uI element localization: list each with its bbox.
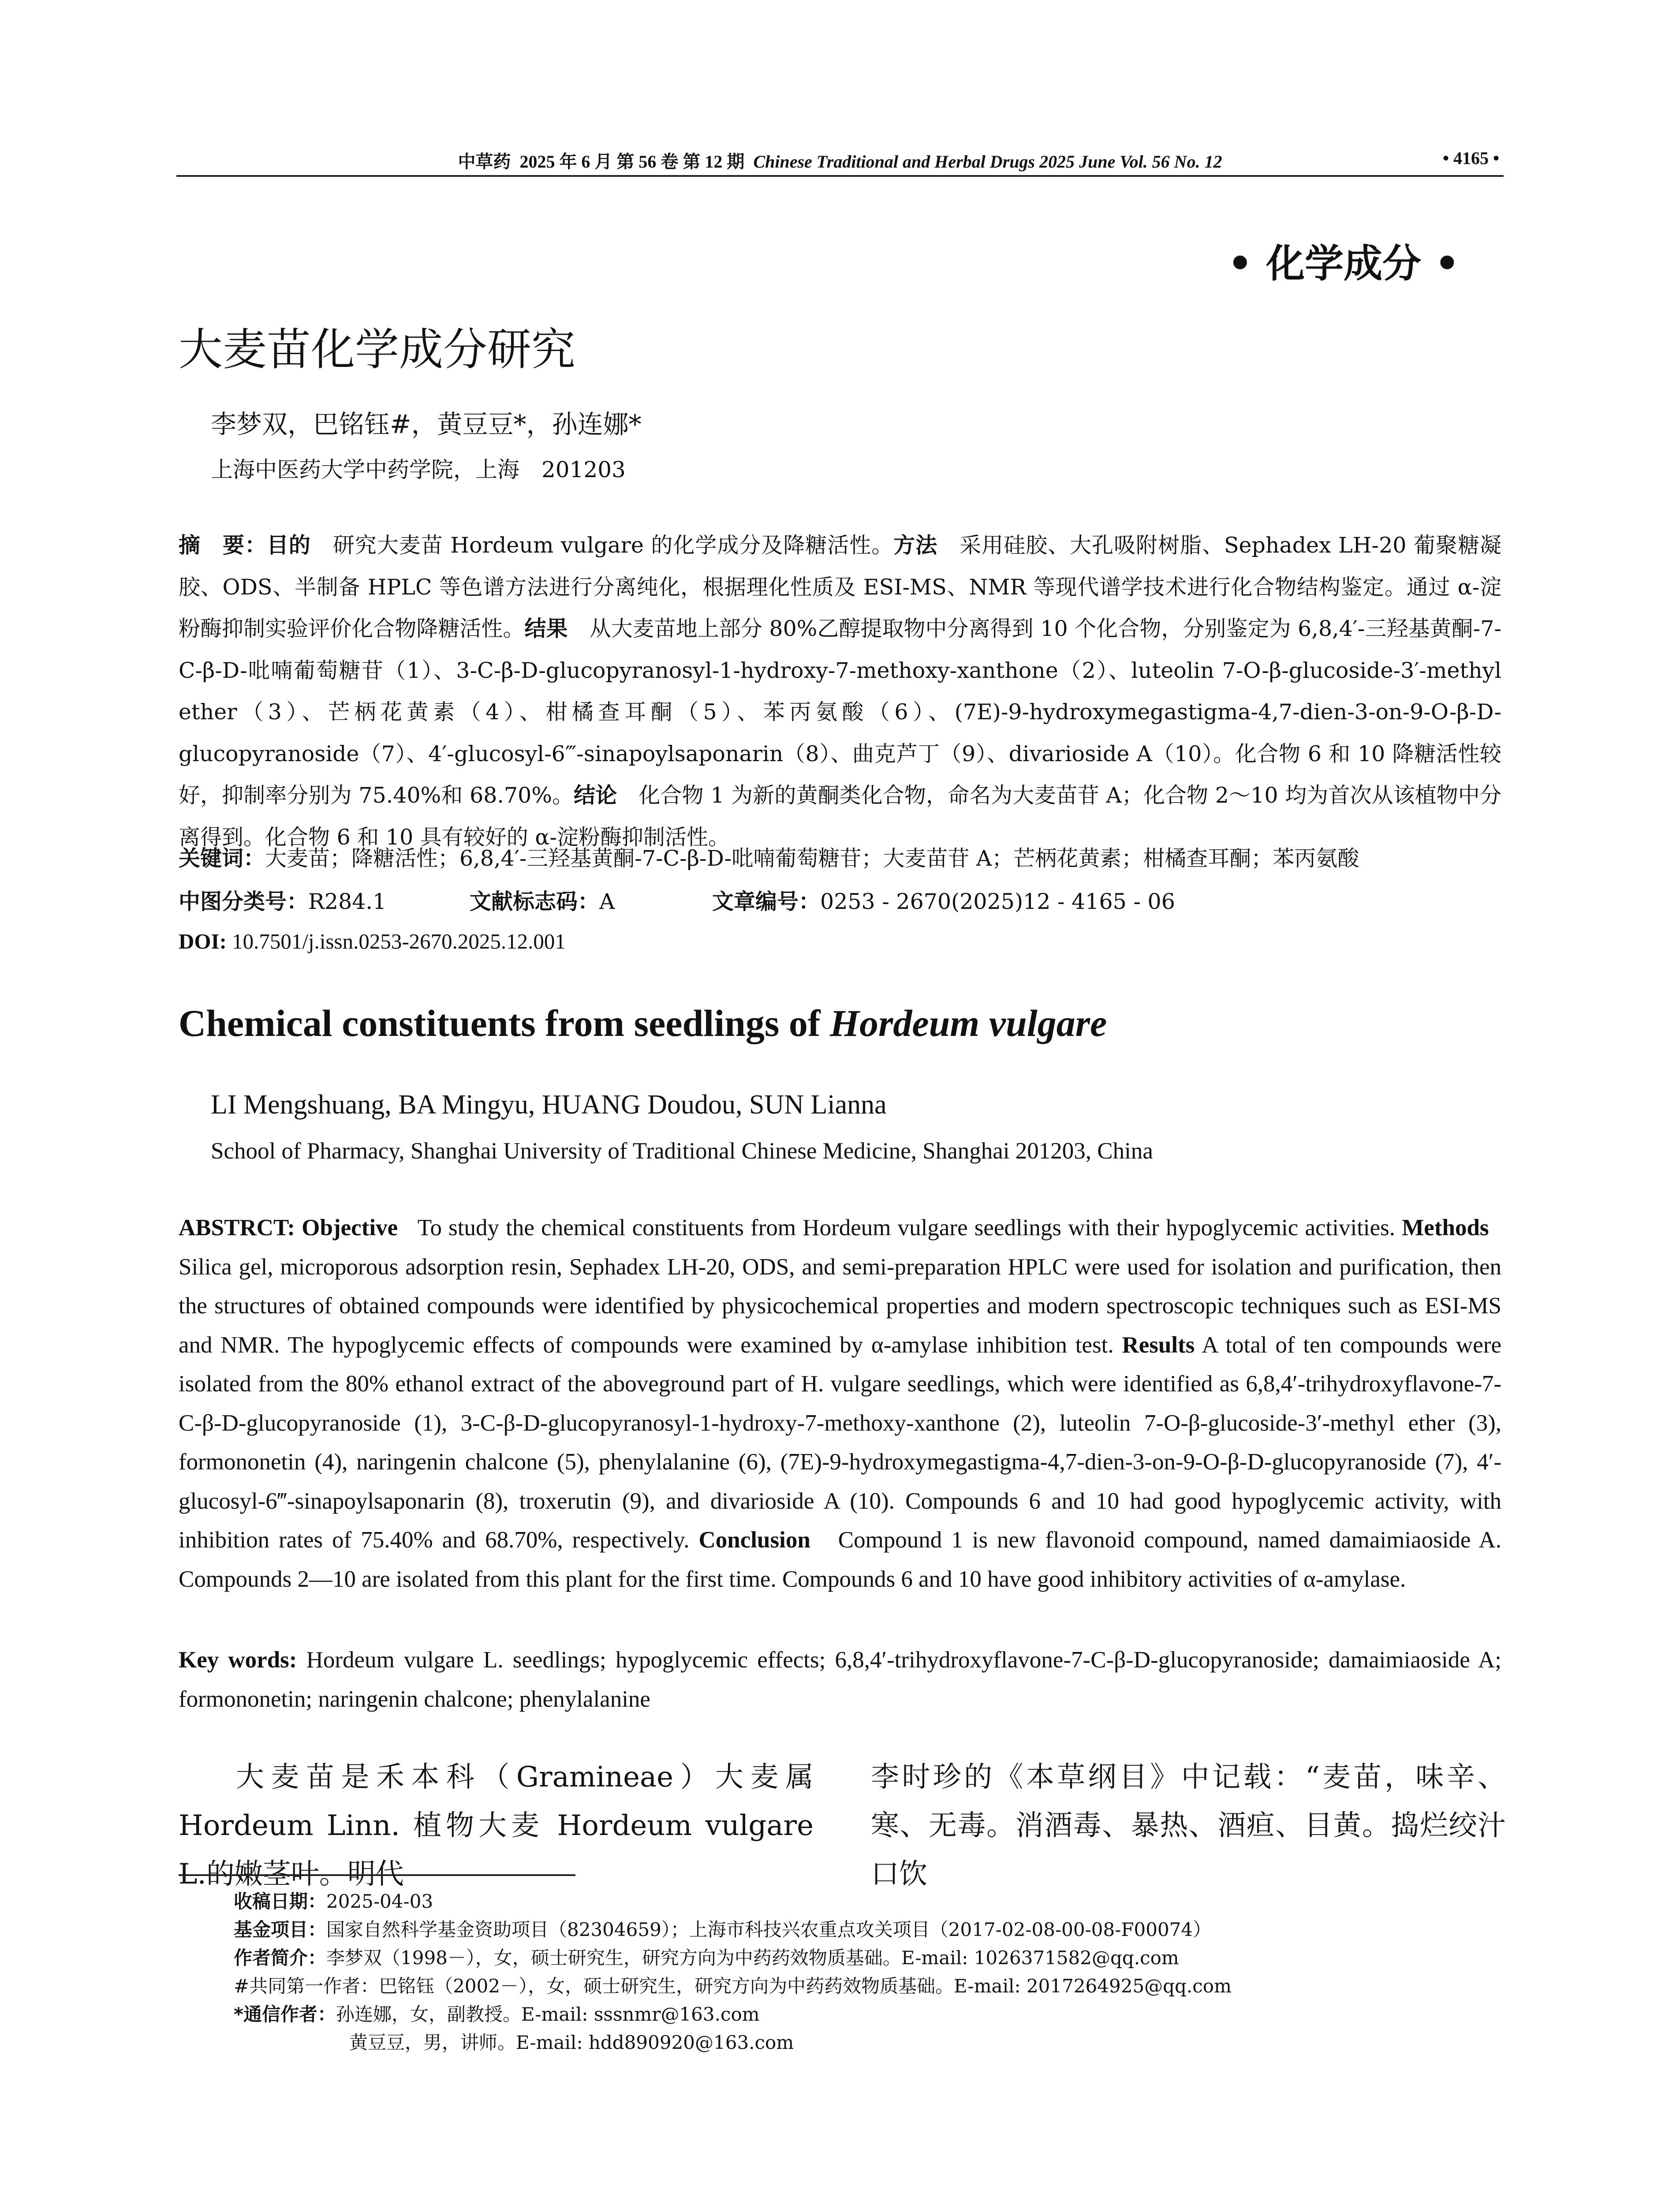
- results-label: 结果: [524, 616, 568, 641]
- results-en-label: Results: [1122, 1332, 1195, 1358]
- objective-en-label: Objective: [302, 1215, 398, 1241]
- classification-line: [179, 881, 1501, 923]
- article-title-en: [179, 1001, 1107, 1045]
- conclusion-en-text: Compound 1 is new flavonoid compound, named damaimiaoside A. Compounds 2—10 are isolated from this plant for the first time. Compounds 6 and 10 have good inhibitory activities of α-amylase.: [179, 1527, 1502, 1592]
- affiliation-cn: 上海中医药大学中药学院，上海 201203: [211, 457, 626, 482]
- fund-label: 基金项目：: [234, 1919, 327, 1940]
- keywords-en-label: Key words:: [179, 1647, 297, 1673]
- running-header: [176, 148, 1504, 177]
- methods-en-text: Silica gel, microporous adsorption resin, Sephadex LH-20, ODS, and semi-preparation HPLC were used for isolation and purification, then the structures of obtained compounds were identified by physicochemical properties and modern spectroscopic techniques such as ESI-MS and NMR. The hypoglycemic effects of compounds were examined by α-amylase inhibition test.: [179, 1254, 1501, 1358]
- methods-en-label: Methods: [1402, 1215, 1489, 1241]
- article-title-cn: 大麦苗化学成分研究: [179, 324, 575, 375]
- page-number: • 4165 •: [1443, 148, 1499, 168]
- title-en-main: Chemical constituents from seedlings of: [179, 1002, 830, 1044]
- clc-value: R284.1: [308, 889, 387, 914]
- received-label: 收稿日期：: [234, 1891, 327, 1912]
- body-column-left: 大麦苗是禾本科（Gramineae）大麦属 Hordeum Linn. 植物大麦 Hordeum vulgare L.的嫩茎叶。明代: [179, 1761, 814, 1891]
- footnote-cofirst: #共同第一作者：巴铭钰（2002－），女，硕士研究生，研究方向为中药药效物质基础。E-mail: 2017264925@qq.com: [234, 1975, 1232, 1997]
- keywords-en-text: Hordeum vulgare L. seedlings; hypoglycemic effects; 6,8,4′-trihydroxyflavone-7-C-β-D-glucopyranoside; damaimiaoside A; formononetin; naringenin chalcone; phenylalanine: [179, 1647, 1501, 1712]
- conclusion-en-label: Conclusion: [698, 1527, 810, 1553]
- keywords-cn: [179, 838, 1501, 880]
- footnote-corresponding-2: 黄豆豆，男，讲师。E-mail: hdd890920@163.com: [349, 2032, 794, 2053]
- fund-value: 国家自然科学基金资助项目（82304659）；上海市科技兴农重点攻关项目（2017-02-08-00-08-F00074）: [326, 1919, 1212, 1940]
- keywords-text: 大麦苗；降糖活性；6,8,4′-三羟基黄酮-7-C-β-D-吡喃葡萄糖苷；大麦苗苷 A；芒柄花黄素；柑橘查耳酮；苯丙氨酸: [265, 846, 1359, 871]
- clc-label: 中图分类号：: [179, 889, 309, 914]
- journal-name-cn: 中草药: [458, 152, 511, 172]
- conclusion-text: 化合物 1 为新的黄酮类化合物，命名为大麦苗苷 A；化合物 2～10 均为首次从该植物中分离得到。化合物 6 和 10 具有较好的 α-淀粉酶抑制活性。: [179, 783, 1501, 850]
- results-text: 从大麦苗地上部分 80%乙醇提取物中分离得到 10 个化合物，分别鉴定为 6,8,4′-三羟基黄酮-7-C-β-D-吡喃葡萄糖苷（1）、3-C-β-D-glucopyranosyl-1-hydroxy-7-methoxy-xanthone（2）、luteolin 7-O-β-glucoside-3′-methyl ether（3）、芒柄花黄素（4）、柑橘查耳酮（5）、苯丙氨酸（6）、(7E)-9-hydroxymegastigma-4,7-dien-3-on-9-O-β-D-glucopyranoside（7）、4′-glucosyl-6‴-sinapoylsaponarin（8）、曲克芦丁（9）、divarioside A（10）。化合物 6 和 10 降糖活性较好，抑制率分别为 75.40%和 68.70%。: [179, 616, 1501, 808]
- doi-line: [179, 921, 1501, 963]
- keywords-label: 关键词：: [179, 846, 265, 871]
- results-en-text: A total of ten compounds were isolated from the 80% ethanol extract of the aboveground part of H. vulgare seedlings, which were identified as 6,8,4′-trihydroxyflavone-7-C-β-D-glucopyranoside (1), 3-C-β-D-glucopyranosyl-1-hydroxy-7-methoxy-xanthone (2), luteolin 7-O-β-glucoside-3′-methyl ether (3), formononetin (4), naringenin chalcone (5), phenylalanine (6), (7E)-9-hydroxymegastigma-4,7-dien-3-on-9-O-β-D-glucopyranoside (7), 4′-glucosyl-6‴-sinapoylsaponarin (8), troxerutin (9), and divarioside A (10). Compounds 6 and 10 had good hypoglycemic activity, with inhibition rates of 75.40% and 68.70%, respectively.: [179, 1332, 1502, 1553]
- author-info-label: 作者简介：: [234, 1947, 327, 1969]
- footnote-fund: [234, 1916, 1232, 1944]
- authors-en: LI Mengshuang, BA Mingyu, HUANG Doudou, SUN Lianna: [211, 1090, 887, 1120]
- abstract-cn: [179, 525, 1501, 858]
- received-value: 2025-04-03: [326, 1891, 433, 1912]
- doc-code-value: A: [599, 889, 615, 914]
- article-no-label: 文章编号：: [712, 889, 821, 914]
- objective-label: 目的: [266, 533, 311, 558]
- doi-label: DOI:: [179, 929, 227, 953]
- header-citation: [176, 148, 1504, 173]
- keywords-en: [179, 1641, 1501, 1719]
- footnote-author: [234, 1944, 1232, 1972]
- author-info-value: 李梦双（1998－），女，硕士研究生，研究方向为中药药效物质基础。E-mail: 1026371582@qq.com: [326, 1947, 1179, 1969]
- conclusion-label: 结论: [574, 783, 617, 808]
- issue-cn: 2025 年 6 月 第 56 卷 第 12 期: [519, 152, 745, 172]
- body-column-right: 李时珍的《本草纲目》中记载：“麦苗，味辛、寒、无毒。消酒毒、暴热、酒疸、目黄。捣烂绞汁口饮: [871, 1761, 1506, 1891]
- corresponding-label: *通信作者：: [234, 2003, 336, 2025]
- footnote-divider: [179, 1874, 575, 1876]
- methods-label: 方法: [893, 533, 938, 558]
- affiliation-en: School of Pharmacy, Shanghai University of Traditional Chinese Medicine, Shanghai 201203, China: [211, 1138, 1153, 1164]
- section-label: • 化学成分 •: [1228, 233, 1460, 288]
- methods-text: 采用硅胶、大孔吸附树脂、Sephadex LH-20 葡聚糖凝胶、ODS、半制备 HPLC 等色谱方法进行分离纯化，根据理化性质及 ESI-MS、NMR 等现代谱学技术进行化合物结构鉴定。通过 α-淀粉酶抑制实验评价化合物降糖活性。: [179, 533, 1501, 641]
- doc-code-label: 文献标志码：: [470, 889, 600, 914]
- footnote-corresponding: [234, 2000, 1232, 2029]
- journal-name-en: Chinese Traditional and Herbal Drugs 2025 June Vol. 56 No. 12: [753, 152, 1222, 172]
- abstract-label: 摘 要：: [179, 533, 267, 558]
- article-no-value: 0253 - 2670(2025)12 - 4165 - 06: [820, 889, 1175, 914]
- corresponding-1: 孙连娜，女，副教授。E-mail: sssnmr@163.com: [336, 2003, 760, 2025]
- doi-value[interactable]: 10.7501/j.issn.0253-2670.2025.12.001: [232, 929, 566, 953]
- footnote-received: [234, 1887, 1232, 1916]
- authors-cn: 李梦双，巴铭钰#，黄豆豆*，孙连娜*: [211, 409, 642, 439]
- objective-en-text: To study the chemical constituents from Hordeum vulgare seedlings with their hypoglycemic activities.: [417, 1215, 1396, 1241]
- title-en-species: Hordeum vulgare: [830, 1002, 1107, 1044]
- abstract-en: [179, 1208, 1501, 1599]
- footnotes: [234, 1887, 1232, 2057]
- objective-text: 研究大麦苗 Hordeum vulgare 的化学成分及降糖活性。: [332, 533, 894, 558]
- abstract-en-label: ABSTRCT:: [179, 1215, 295, 1241]
